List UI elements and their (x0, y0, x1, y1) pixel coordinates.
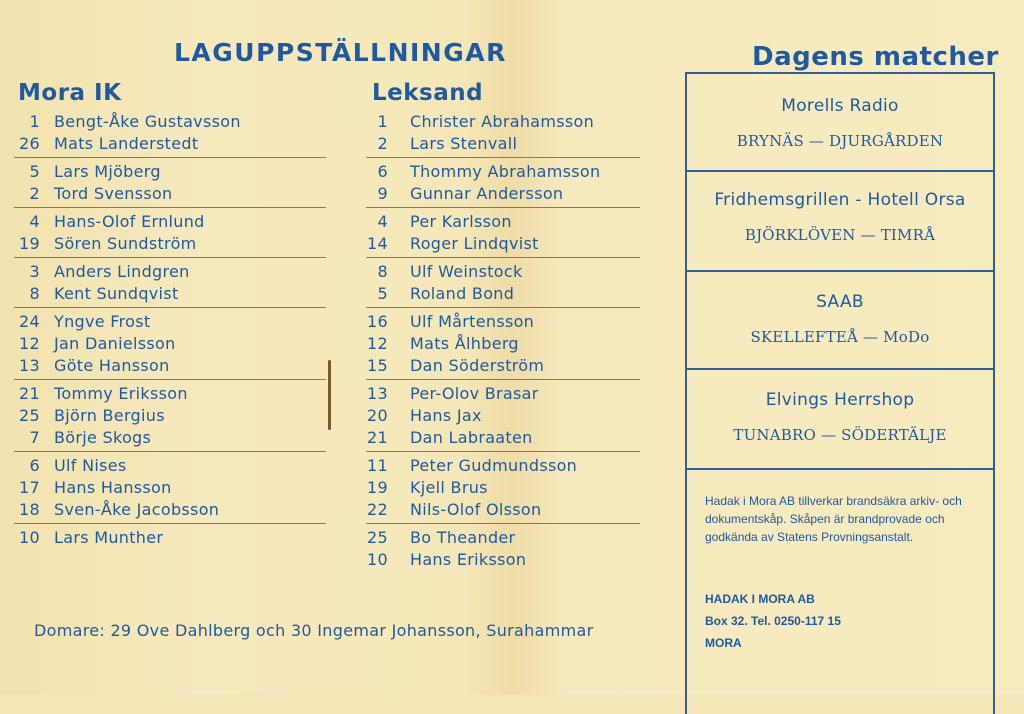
player-row (366, 426, 640, 448)
matches-heading: Dagens matcher (752, 42, 999, 72)
player-name: Hans-Olof Ernlund (54, 211, 205, 231)
player-number: 8 (29, 283, 40, 303)
line-group (366, 208, 640, 258)
line-group (14, 208, 326, 258)
player-row (366, 160, 640, 182)
player-name: Dan Labraaten (410, 427, 533, 447)
player-name: Sven-Åke Jacobsson (54, 499, 220, 519)
player-name: Hans Eriksson (410, 549, 527, 569)
player-name: Roland Bond (410, 283, 515, 303)
player-row (14, 426, 326, 448)
player-number: 1 (377, 111, 388, 131)
player-name: Tord Svensson (54, 183, 173, 203)
match-section (687, 172, 993, 272)
player-row (14, 210, 326, 232)
player-name: Peter Gudmundsson (410, 455, 578, 475)
ad-city: MORA (705, 636, 742, 650)
player-row (366, 282, 640, 304)
player-number: 21 (367, 427, 388, 447)
match-teams: TUNABRO — SÖDERTÄLJE (733, 426, 947, 444)
player-name: Gunnar Andersson (410, 183, 564, 203)
player-row (366, 404, 640, 426)
line-group (366, 524, 640, 573)
player-row (366, 382, 640, 404)
ad-company: HADAK I MORA AB (705, 592, 815, 606)
player-name: Lars Munther (54, 527, 164, 547)
match-section (687, 74, 993, 172)
player-row (366, 310, 640, 332)
matches-box (685, 72, 995, 714)
line-group (14, 524, 326, 551)
player-number: 2 (29, 183, 40, 203)
player-row (14, 454, 326, 476)
player-number: 12 (367, 333, 388, 353)
player-name: Yngve Frost (54, 311, 151, 331)
player-name: Per-Olov Brasar (410, 383, 539, 403)
player-row (366, 454, 640, 476)
home-roster (14, 108, 326, 551)
player-number: 9 (377, 183, 388, 203)
player-name: Jan Danielsson (54, 333, 176, 353)
player-number: 16 (367, 311, 388, 331)
player-name: Kent Sundqvist (54, 283, 179, 303)
player-number: 20 (367, 405, 388, 425)
player-name: Anders Lindgren (54, 261, 190, 281)
player-row (14, 404, 326, 426)
player-row (366, 232, 640, 254)
page-title: LAGUPPSTÄLLNINGAR (174, 38, 507, 67)
player-name: Börje Skogs (54, 427, 152, 447)
line-group (366, 108, 640, 158)
player-number: 18 (19, 499, 40, 519)
player-name: Ulf Nises (54, 455, 127, 475)
player-number: 10 (19, 527, 40, 547)
player-number: 19 (367, 477, 388, 497)
player-row (14, 160, 326, 182)
match-teams: SKELLEFTEÅ — MoDo (750, 328, 930, 346)
player-row (366, 332, 640, 354)
away-team-name: Leksand (372, 80, 484, 106)
player-number: 14 (367, 233, 388, 253)
line-group (14, 308, 326, 380)
player-name: Tommy Eriksson (54, 383, 188, 403)
player-row (14, 526, 326, 548)
player-row (14, 310, 326, 332)
player-row (366, 548, 640, 570)
player-row (366, 132, 640, 154)
line-group (366, 158, 640, 208)
player-number: 4 (29, 211, 40, 231)
player-number: 17 (19, 477, 40, 497)
match-teams: BJÖRKLÖVEN — TIMRÅ (744, 226, 936, 244)
player-row (14, 332, 326, 354)
match-sponsor: Fridhemsgrillen - Hotell Orsa (714, 190, 966, 210)
player-number: 8 (377, 261, 388, 281)
player-row (14, 354, 326, 376)
match-sponsor: Morells Radio (781, 96, 899, 116)
player-number: 13 (367, 383, 388, 403)
away-roster (366, 108, 640, 573)
player-row (366, 354, 640, 376)
player-name: Ulf Weinstock (410, 261, 523, 281)
player-name: Ulf Mårtensson (410, 311, 535, 331)
player-name: Göte Hansson (54, 355, 170, 375)
player-number: 21 (19, 383, 40, 403)
staple (328, 360, 331, 430)
player-name: Kjell Brus (410, 477, 488, 497)
player-row (14, 282, 326, 304)
match-sponsor: Elvings Herrshop (765, 390, 915, 410)
player-name: Roger Lindqvist (410, 233, 539, 253)
player-number: 1 (29, 111, 40, 131)
advertisement (687, 470, 993, 654)
player-name: Dan Söderström (410, 355, 545, 375)
player-number: 7 (29, 427, 40, 447)
ad-text: Hadak i Mora AB tillverkar brandsäkra arkiv- och dokumentskåp. Skåpen är brandprovade och godkända av Statens Provningsanstalt. (705, 494, 962, 544)
player-name: Bengt-Åke Gustavsson (54, 111, 241, 131)
ad-address: Box 32. Tel. 0250-117 15 (705, 614, 841, 628)
player-row (366, 210, 640, 232)
player-number: 4 (377, 211, 388, 231)
referee-line: Domare: 29 Ove Dahlberg och 30 Ingemar Johansson, Surahammar (34, 621, 594, 640)
player-number: 6 (29, 455, 40, 475)
player-number: 15 (367, 355, 388, 375)
player-row (366, 526, 640, 548)
player-name: Hans Hansson (54, 477, 172, 497)
line-group (366, 380, 640, 452)
player-number: 12 (19, 333, 40, 353)
line-group (14, 158, 326, 208)
player-number: 26 (19, 133, 40, 153)
line-group (366, 452, 640, 524)
player-number: 5 (29, 161, 40, 181)
player-row (14, 260, 326, 282)
player-row (14, 232, 326, 254)
player-row (14, 382, 326, 404)
player-name: Mats Ålhberg (410, 333, 519, 353)
player-number: 13 (19, 355, 40, 375)
player-number: 25 (19, 405, 40, 425)
player-row (14, 182, 326, 204)
line-group (14, 380, 326, 452)
player-name: Hans Jax (410, 405, 482, 425)
line-group (14, 258, 326, 308)
player-row (366, 110, 640, 132)
player-name: Christer Abrahamsson (410, 111, 595, 131)
line-group (366, 308, 640, 380)
player-name: Lars Mjöberg (54, 161, 161, 181)
player-row (366, 260, 640, 282)
player-number: 5 (377, 283, 388, 303)
player-name: Sören Sundström (54, 233, 197, 253)
match-teams: BRYNÄS — DJURGÅRDEN (736, 132, 944, 150)
player-number: 3 (29, 261, 40, 281)
player-name: Lars Stenvall (410, 133, 518, 153)
player-row (14, 476, 326, 498)
match-sponsor: SAAB (816, 292, 864, 312)
player-row (14, 110, 326, 132)
line-group (366, 258, 640, 308)
player-number: 2 (377, 133, 388, 153)
player-name: Nils-Olof Olsson (410, 499, 542, 519)
player-name: Björn Bergius (54, 405, 165, 425)
player-number: 6 (377, 161, 388, 181)
player-number: 19 (19, 233, 40, 253)
match-section (687, 272, 993, 370)
match-section (687, 370, 993, 470)
player-name: Thommy Abrahamsson (410, 161, 601, 181)
player-number: 22 (367, 499, 388, 519)
player-row (366, 476, 640, 498)
player-row (14, 132, 326, 154)
player-row (366, 182, 640, 204)
player-row (14, 498, 326, 520)
player-number: 24 (19, 311, 40, 331)
player-row (366, 498, 640, 520)
line-group (14, 452, 326, 524)
player-name: Bo Theander (410, 527, 516, 547)
player-number: 10 (367, 549, 388, 569)
player-name: Mats Landerstedt (54, 133, 199, 153)
player-number: 11 (367, 455, 388, 475)
player-name: Per Karlsson (410, 211, 512, 231)
line-group (14, 108, 326, 158)
home-team-name: Mora IK (18, 80, 122, 106)
player-number: 25 (367, 527, 388, 547)
